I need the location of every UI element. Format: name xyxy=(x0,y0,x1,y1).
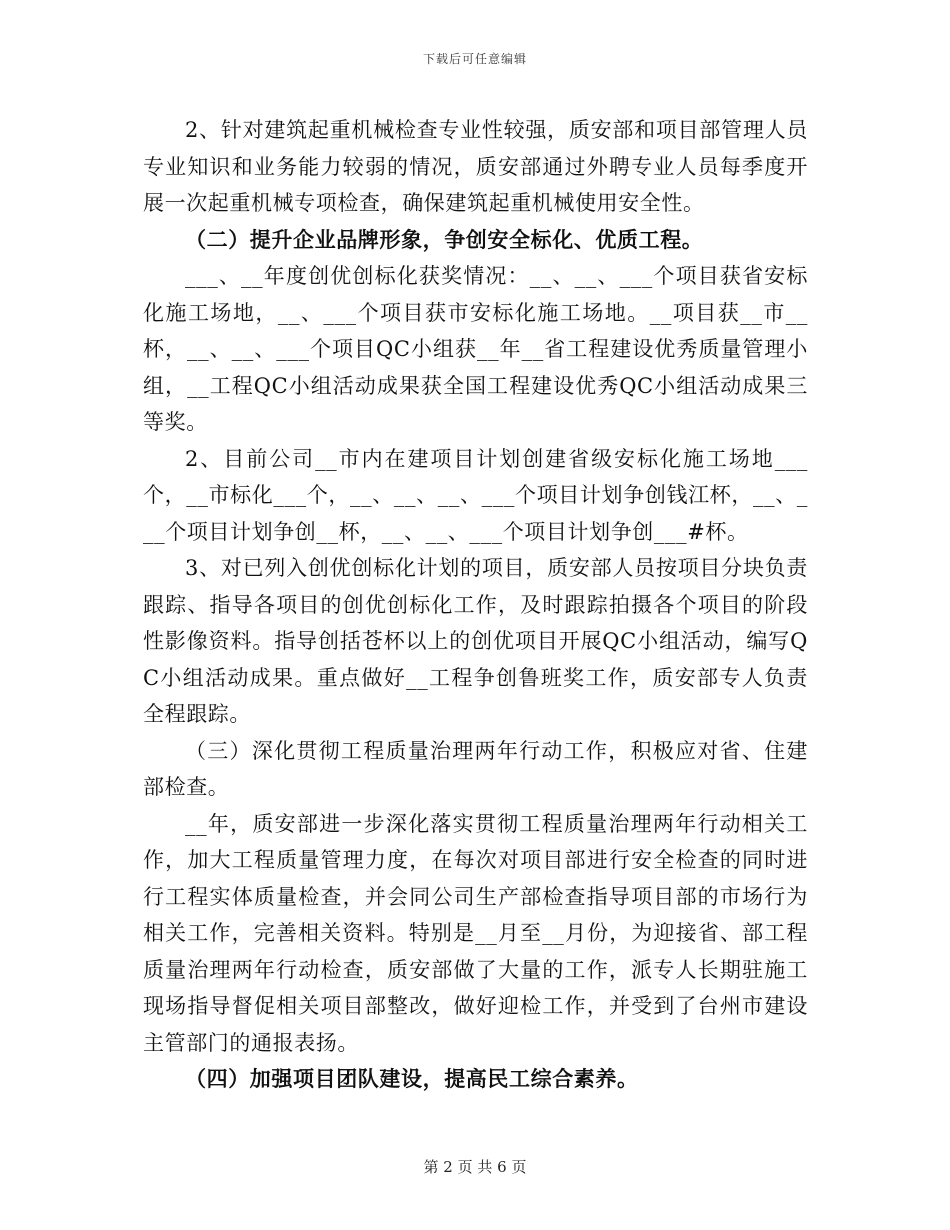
page-footer: 第 2 页 共 6 页 xyxy=(423,1158,527,1176)
paragraph-crane-inspection: 2、针对建筑起重机械检查专业性较强，质安部和项目部管理人员专业知识和业务能力较弱的情况，质安部通过外聘专业人员每季度开展一次起重机械专项检查，确保建筑起重机械使用安全性。 xyxy=(143,118,808,215)
section-heading-brand-image: （二）提升企业品牌形象，争创安全标化、优质工程。 xyxy=(185,226,704,252)
paragraph-tracking: 3、对已列入创优创标化计划的项目，质安部人员按项目分块负责跟踪、指导各项目的创优创标化工作，及时跟踪拍摄各个项目的阶段性影像资料。指导创括苍杯以上的创优项目开展QC小组活动，编写QC小组活动成果。重点做好__工程争创鲁班奖工作，质安部专人负责全程跟踪。 xyxy=(143,556,808,726)
section-heading-quality-governance: （三）深化贯彻工程质量治理两年行动工作，积极应对省、住建部检查。 xyxy=(143,738,808,799)
page-header: 下载后可任意编辑 xyxy=(422,52,527,66)
paragraph-awards: ___、__年度创优创标化获奖情况：__、__、___个项目获省安标化施工场地，__、___个项目获市安标化施工场地。__项目获__市__杯，__、__、___个项目QC小组获__年__省工程建设优秀质量管理小组，__工程QC小组活动成果获全国工程建设优秀QC小组活动成果三等奖。 xyxy=(143,264,808,434)
paragraph-quality-governance: __年，质安部进一步深化落实贯彻工程质量治理两年行动相关工作，加大工程质量管理力度，在每次对项目部进行安全检查的同时进行工程实体质量检查，并会同公司生产部检查指导项目部的市场行为相关工作，完善相关资料。特别是__月至__月份，为迎接省、部工程质量治理两年行动检查，质安部做了大量的工作，派专人长期驻施工现场指导督促相关项目部整改，做好迎检工作，并受到了台州市建设主管部门的通报表扬。 xyxy=(143,811,808,1055)
section-heading-team-building: （四）加强项目团队建设，提高民工综合素养。 xyxy=(185,1066,639,1091)
paragraph-current-plans: 2、目前公司__市内在建项目计划创建省级安标化施工场地___个，__市标化___个，__、__、__、___个项目计划争创钱江杯，__、___个项目计划争创__杯，__、__、___个项目计划争创___#杯。 xyxy=(143,446,808,544)
document-body xyxy=(143,112,808,1098)
